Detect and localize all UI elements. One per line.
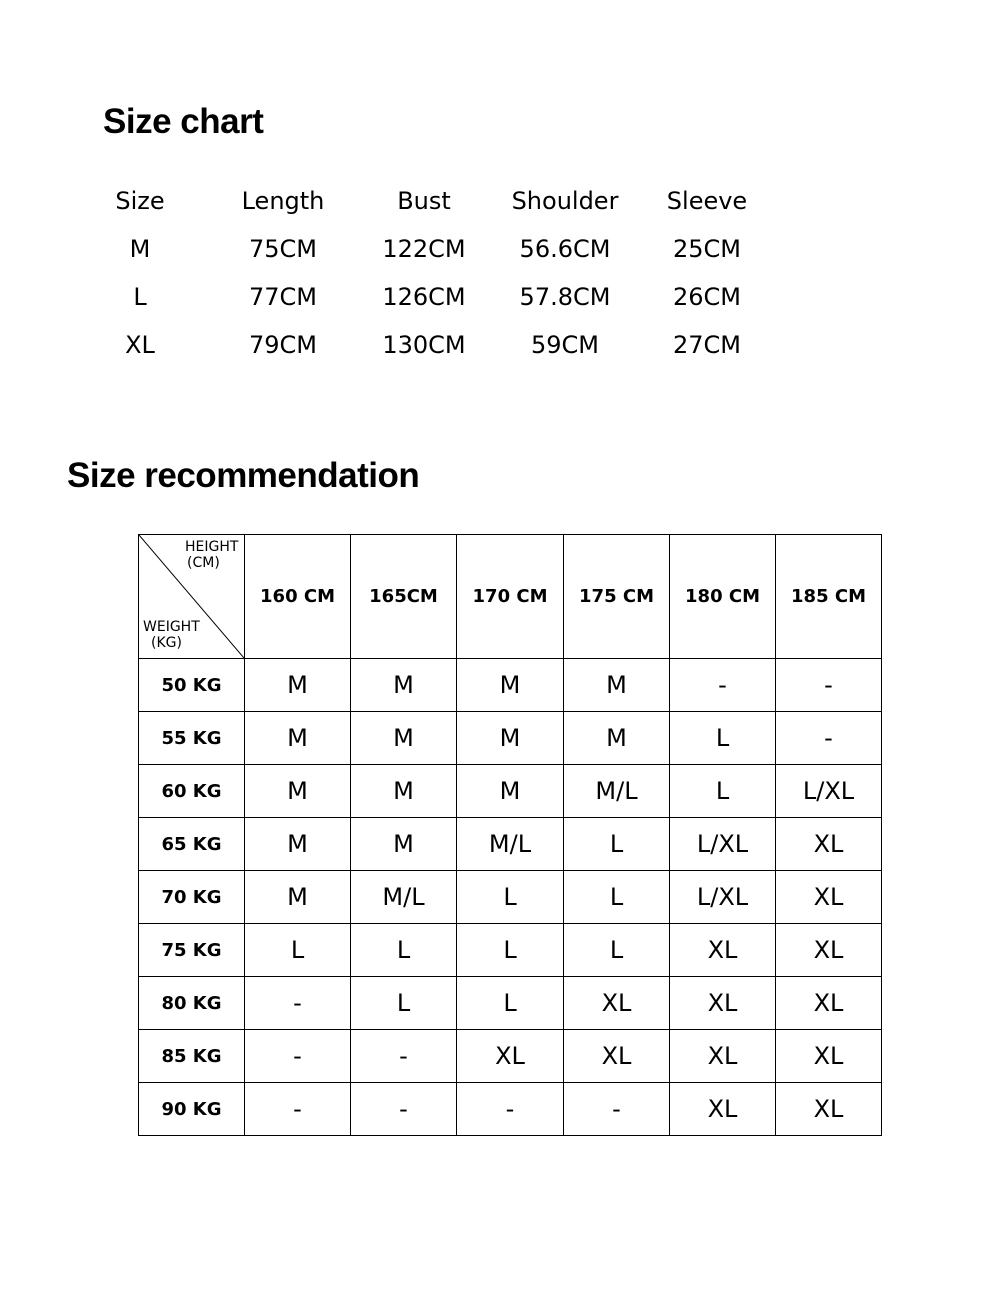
weight-header: 70 KG [139, 871, 245, 924]
size-cell: L [564, 924, 670, 977]
size-cell: M [457, 659, 564, 712]
height-header: 160 CM [245, 535, 351, 659]
size-cell: - [776, 659, 882, 712]
size-cell: XL [670, 977, 776, 1030]
size-cell: - [245, 977, 351, 1030]
size-cell: M [245, 712, 351, 765]
size-chart-cell: 126CM [382, 283, 466, 311]
weight-header: 65 KG [139, 818, 245, 871]
size-recommendation-table [138, 534, 882, 1136]
size-cell: L [670, 712, 776, 765]
size-cell: - [351, 1083, 457, 1136]
table-row [139, 712, 882, 765]
recommendation-body [139, 659, 882, 1136]
weight-header: 75 KG [139, 924, 245, 977]
size-cell: - [245, 1030, 351, 1083]
size-cell: M [351, 818, 457, 871]
table-row [139, 924, 882, 977]
size-cell: M [245, 659, 351, 712]
size-cell: M [245, 765, 351, 818]
size-cell: L [245, 924, 351, 977]
size-cell: - [457, 1083, 564, 1136]
size-cell: XL [776, 924, 882, 977]
table-row [139, 659, 882, 712]
size-cell: L/XL [776, 765, 882, 818]
size-cell: XL [564, 977, 670, 1030]
size-cell: L [457, 924, 564, 977]
size-chart-cell: 56.6CM [519, 235, 611, 263]
height-axis-label [185, 539, 238, 571]
size-recommendation-title: Size recommendation [67, 456, 420, 495]
size-cell: XL [776, 871, 882, 924]
size-chart-cell: 27CM [672, 331, 741, 359]
size-chart-cell: M [129, 235, 151, 263]
weight-label: WEIGHT [143, 619, 200, 635]
size-cell: XL [457, 1030, 564, 1083]
size-cell: XL [776, 1083, 882, 1136]
size-cell: XL [776, 818, 882, 871]
weight-header: 50 KG [139, 659, 245, 712]
size-chart-cell: 59CM [530, 331, 599, 359]
size-chart-header: Size [115, 187, 165, 215]
size-cell: M [245, 818, 351, 871]
table-row [139, 818, 882, 871]
size-cell: M [457, 712, 564, 765]
size-cell: L/XL [670, 871, 776, 924]
weight-axis-label [143, 619, 200, 651]
weight-unit: (KG) [151, 635, 182, 651]
weight-header: 85 KG [139, 1030, 245, 1083]
size-chart-cell: 130CM [382, 331, 466, 359]
size-chart-cell: 77CM [248, 283, 317, 311]
height-header: 180 CM [670, 535, 776, 659]
size-chart-header: Bust [397, 187, 451, 215]
size-chart-cell: XL [125, 331, 155, 359]
size-cell: M [457, 765, 564, 818]
size-chart-header: Shoulder [511, 187, 619, 215]
size-cell: XL [670, 1030, 776, 1083]
height-header-row [139, 535, 882, 659]
size-cell: - [776, 712, 882, 765]
size-cell: L [564, 871, 670, 924]
size-cell: M [564, 712, 670, 765]
weight-header: 90 KG [139, 1083, 245, 1136]
table-row [139, 1083, 882, 1136]
size-chart-header: Sleeve [666, 187, 748, 215]
height-header: 170 CM [457, 535, 564, 659]
size-cell: M [351, 712, 457, 765]
size-cell: L [457, 871, 564, 924]
height-header: 175 CM [564, 535, 670, 659]
size-chart-header: Length [241, 187, 325, 215]
size-cell: XL [670, 1083, 776, 1136]
size-chart-cell: L [133, 283, 147, 311]
size-cell: M [245, 871, 351, 924]
size-cell: XL [776, 977, 882, 1030]
size-cell: L [351, 977, 457, 1030]
size-cell: - [564, 1083, 670, 1136]
size-cell: - [670, 659, 776, 712]
height-label: HEIGHT [185, 539, 239, 555]
size-chart-cell: 25CM [672, 235, 741, 263]
size-cell: XL [670, 924, 776, 977]
size-cell: M/L [564, 765, 670, 818]
size-cell: M [351, 659, 457, 712]
size-cell: L [670, 765, 776, 818]
size-cell: L [564, 818, 670, 871]
height-header: 165CM [351, 535, 457, 659]
size-cell: L [457, 977, 564, 1030]
size-cell: - [351, 1030, 457, 1083]
size-chart-cell: 79CM [248, 331, 317, 359]
size-cell: M [351, 765, 457, 818]
size-cell: L [351, 924, 457, 977]
size-cell: - [245, 1083, 351, 1136]
size-chart-cell: 122CM [382, 235, 466, 263]
table-row [139, 871, 882, 924]
table-row [139, 765, 882, 818]
size-chart-title: Size chart [103, 102, 264, 141]
weight-header: 55 KG [139, 712, 245, 765]
corner-cell [139, 535, 245, 659]
size-cell: M [564, 659, 670, 712]
size-chart-cell: 75CM [248, 235, 317, 263]
size-cell: XL [564, 1030, 670, 1083]
weight-header: 80 KG [139, 977, 245, 1030]
height-unit: (CM) [187, 555, 220, 571]
height-header: 185 CM [776, 535, 882, 659]
size-cell: M/L [351, 871, 457, 924]
size-cell: M/L [457, 818, 564, 871]
size-cell: XL [776, 1030, 882, 1083]
size-chart-cell: 26CM [672, 283, 741, 311]
size-chart-cell: 57.8CM [519, 283, 611, 311]
table-row [139, 977, 882, 1030]
table-row [139, 1030, 882, 1083]
size-cell: L/XL [670, 818, 776, 871]
weight-header: 60 KG [139, 765, 245, 818]
